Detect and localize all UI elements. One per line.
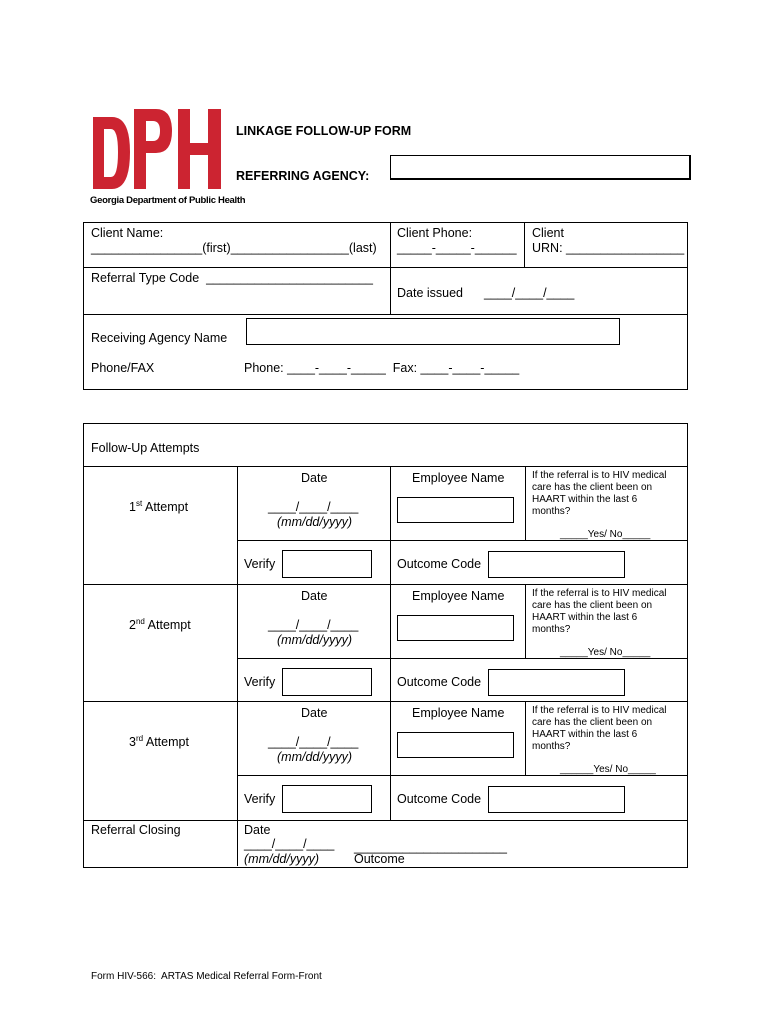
hiv-yes-no-field[interactable]: ______Yes/ No_____ xyxy=(560,764,656,775)
receiving-agency-label: Receiving Agency Name xyxy=(91,331,228,345)
row-divider xyxy=(84,701,687,702)
employee-name-input[interactable] xyxy=(397,497,514,523)
date-format-hint: (mm/dd/yyyy) xyxy=(277,750,352,764)
verify-input[interactable] xyxy=(282,785,372,813)
client-name-label: Client Name: xyxy=(91,226,164,240)
row-divider xyxy=(84,314,687,315)
employee-name-header: Employee Name xyxy=(412,471,505,485)
employee-name-input[interactable] xyxy=(397,615,514,641)
verify-input[interactable] xyxy=(282,668,372,696)
outcome-code-label: Outcome Code xyxy=(397,675,482,689)
employee-name-header: Employee Name xyxy=(412,589,505,603)
date-header: Date xyxy=(301,706,328,720)
employee-name-input[interactable] xyxy=(397,732,514,758)
closing-outcome-field[interactable]: ______________________ xyxy=(354,840,507,854)
client-name-field[interactable]: ________________(first)_________________(last) xyxy=(91,241,377,255)
col-divider xyxy=(390,268,391,314)
col-divider xyxy=(525,585,526,658)
verify-input[interactable] xyxy=(282,550,372,578)
col-divider xyxy=(390,702,391,820)
date-format-hint: (mm/dd/yyyy) xyxy=(277,515,352,529)
outcome-code-input[interactable] xyxy=(488,786,625,813)
date-issued-label: Date issued xyxy=(397,286,464,300)
referral-type-code-field[interactable]: Referral Type Code ________________________ xyxy=(91,271,373,285)
dph-logo-mark xyxy=(90,107,225,192)
attempt-ordinal-suffix: nd xyxy=(135,616,145,626)
attempt-word: Attempt xyxy=(147,618,191,632)
closing-date-format: (mm/dd/yyyy) xyxy=(244,852,319,866)
col-divider xyxy=(237,702,238,820)
col-divider xyxy=(237,585,238,703)
row-divider xyxy=(84,584,687,585)
date-header: Date xyxy=(301,471,328,485)
row-divider xyxy=(84,466,687,467)
closing-date-label: Date xyxy=(244,823,271,837)
hiv-haart-question: If the referral is to HIV medical care has the client been on HAART within the last 6 months? xyxy=(532,705,667,752)
follow-up-title: Follow-Up Attempts xyxy=(91,441,200,455)
form-title: LINKAGE FOLLOW-UP FORM xyxy=(236,124,412,138)
col-divider xyxy=(524,223,525,268)
col-divider xyxy=(525,702,526,775)
col-divider xyxy=(237,467,238,585)
client-urn-label: Client xyxy=(532,226,564,240)
attempt-ordinal: 3 xyxy=(129,735,136,749)
verify-label: Verify xyxy=(244,557,276,571)
referring-agency-input[interactable] xyxy=(390,155,691,180)
attempt-ordinal: 1 xyxy=(129,500,136,514)
outcome-code-label: Outcome Code xyxy=(397,557,482,571)
date-header: Date xyxy=(301,589,328,603)
closing-date-field[interactable]: ____/____/____ xyxy=(244,837,335,851)
date-issued-field[interactable]: ____/____/____ xyxy=(484,286,575,300)
receiving-agency-input[interactable] xyxy=(246,318,620,345)
client-urn-field[interactable]: URN: _________________ xyxy=(532,241,685,255)
attempt-ordinal-suffix: st xyxy=(135,498,143,508)
closing-outcome-label: Outcome xyxy=(354,852,405,866)
outcome-code-label: Outcome Code xyxy=(397,792,482,806)
form-footer: Form HIV-566: ARTAS Medical Referral Form-Front xyxy=(91,971,322,982)
col-divider xyxy=(390,223,391,268)
attempt-date-field[interactable]: ____/____/____ xyxy=(268,500,359,514)
outcome-code-input[interactable] xyxy=(488,669,625,696)
col-divider xyxy=(390,585,391,703)
referral-closing-label: Referral Closing xyxy=(91,823,181,837)
verify-label: Verify xyxy=(244,675,276,689)
col-divider xyxy=(525,467,526,540)
attempt-date-field[interactable]: ____/____/____ xyxy=(268,735,359,749)
attempt-label xyxy=(129,618,191,633)
date-format-hint: (mm/dd/yyyy) xyxy=(277,633,352,647)
attempt-word: Attempt xyxy=(144,500,189,514)
phone-fax-field[interactable]: Phone: ____-____-_____ Fax: ____-____-_____ xyxy=(244,361,520,375)
client-phone-field[interactable]: _____-_____-______ xyxy=(397,241,517,255)
hiv-yes-no-field[interactable]: _____Yes/ No_____ xyxy=(560,529,651,540)
hiv-haart-question: If the referral is to HIV medical care has the client been on HAART within the last 6 months? xyxy=(532,470,667,517)
row-divider xyxy=(84,820,687,821)
attempt-ordinal: 2 xyxy=(129,618,136,632)
attempt-word: Attempt xyxy=(145,735,189,749)
client-phone-label: Client Phone: xyxy=(397,226,473,240)
verify-label: Verify xyxy=(244,792,276,806)
hiv-haart-question: If the referral is to HIV medical care has the client been on HAART within the last 6 months? xyxy=(532,588,667,635)
employee-name-header: Employee Name xyxy=(412,706,505,720)
attempt-date-field[interactable]: ____/____/____ xyxy=(268,618,359,632)
col-divider xyxy=(390,467,391,585)
phone-fax-label: Phone/FAX xyxy=(91,361,155,375)
attempt-label xyxy=(129,500,188,515)
logo-agency-name: Georgia Department of Public Health xyxy=(90,195,246,206)
row-divider xyxy=(84,267,687,268)
dph-logo xyxy=(90,107,246,207)
hiv-yes-no-field[interactable]: _____Yes/ No_____ xyxy=(560,647,651,658)
attempt-ordinal-suffix: rd xyxy=(135,733,144,743)
attempt-label xyxy=(129,735,189,750)
referring-agency-label: REFERRING AGENCY: xyxy=(236,169,370,183)
outcome-code-input[interactable] xyxy=(488,551,625,578)
col-divider xyxy=(237,821,238,866)
